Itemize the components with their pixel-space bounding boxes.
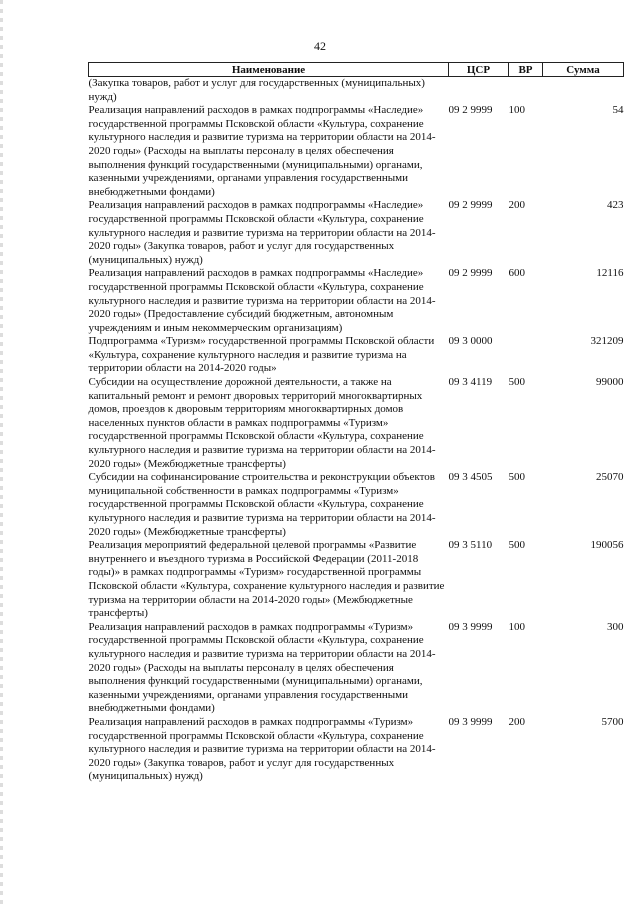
row-csr — [449, 77, 509, 105]
row-vr: 500 — [508, 471, 525, 484]
row-vr: 200 — [508, 199, 525, 212]
row-csr: 09 2 9999 — [448, 267, 493, 280]
row-csr: 09 3 9999 — [448, 620, 493, 633]
row-name: Реализация направлений расходов в рамках подпрограммы «Наследие» государственной программы Псковской области «Культура, сохранение культурного наследия и развитие туризма на территории области на 2014-2020 годы» (Закупка товаров, работ и услуг для государственных (муниципальных) нужд) — [88, 199, 436, 266]
budget-table — [88, 62, 624, 784]
row-csr: 09 3 4505 — [448, 471, 493, 484]
row-csr: 09 2 9999 — [448, 104, 493, 117]
row-vr: 200 — [508, 715, 525, 728]
row-csr: 09 3 9999 — [448, 715, 493, 728]
row-sum: 321209 — [590, 335, 624, 348]
row-vr: 100 — [508, 104, 525, 117]
row-sum: 54 — [612, 104, 624, 117]
table-row — [89, 104, 624, 199]
row-name: Подпрограмма «Туризм» государственной программы Псковской области «Культура, сохранение культурного наследия и развитие туризма на территории области на 2014-2020 годы» — [88, 335, 435, 375]
page-number: 42 — [314, 39, 326, 53]
table-row — [89, 77, 624, 105]
header-vr: ВР — [509, 63, 543, 77]
row-name: Реализация направлений расходов в рамках подпрограммы «Туризм» государственной программы Псковской области «Культура, сохранение культурного наследия и развитие туризма на территории области на 2014-2020 годы» (Закупка товаров, работ и услуг для государственных (муниципальных) нужд) — [88, 715, 436, 783]
row-vr: 600 — [508, 267, 525, 280]
row-vr — [509, 77, 543, 105]
row-vr: 500 — [508, 539, 525, 552]
row-sum — [543, 77, 624, 105]
header-csr: ЦСР — [449, 63, 509, 77]
table-header — [89, 63, 624, 77]
row-name: (Закупка товаров, работ и услуг для государственных (муниципальных) нужд) — [88, 77, 425, 103]
scan-edge — [0, 0, 3, 905]
row-vr: 100 — [508, 620, 525, 633]
row-csr: 09 3 0000 — [448, 335, 493, 348]
table-row — [89, 376, 624, 471]
row-vr — [509, 335, 543, 376]
row-vr: 500 — [508, 376, 525, 389]
row-sum: 190056 — [590, 539, 624, 552]
row-sum: 25070 — [596, 471, 624, 484]
table-row — [89, 716, 624, 784]
table-row — [89, 621, 624, 716]
table-row — [89, 471, 624, 539]
table-row — [89, 199, 624, 267]
table-row — [89, 539, 624, 621]
header-sum: Сумма — [543, 63, 624, 77]
row-csr: 09 3 4119 — [448, 376, 493, 389]
row-sum: 99000 — [596, 376, 624, 389]
row-sum: 12116 — [596, 267, 624, 280]
row-name: Субсидии на софинансирование строительства и реконструкции объектов муниципальной собственности в рамках подпрограммы «Туризм» государственной программы Псковской области «Культура, сохранение культурного наследия и развитие туризма на территории области на 2014-2020 годы» (Межбюджетные трансферты) — [88, 471, 436, 538]
row-sum: 5700 — [601, 715, 624, 728]
table-row — [89, 335, 624, 376]
row-name: Реализация направлений расходов в рамках подпрограммы «Наследие» государственной программы Псковской области «Культура, сохранение культурного наследия и развитие туризма на территории области на 2014-2020 годы» (Предоставление субсидий бюджетным, автономным учреждениям и иным некоммерческим организациям) — [88, 267, 436, 334]
row-name: Субсидии на осуществление дорожной деятельности, а также на капитальный ремонт и ремонт дворовых территорий многоквартирных домов, проездов к дворовым территориям многоквартирных домов населенных пунктов области в рамках подпрограммы «Туризм» государственной программы Псковской области «Культура, сохранение культурного наследия и развитие туризма на территории области на 2014-2020 годы» (Межбюджетные трансферты) — [88, 376, 436, 470]
row-name: Реализация направлений расходов в рамках подпрограммы «Наследие» государственной программы Псковской области «Культура, сохранение культурного наследия и развитие туризма на территории области на 2014-2020 годы» (Расходы на выплаты персоналу в целях обеспечения выполнения функций государственными (муниципальными) органами, казенными учреждениями, органами управления государственными внебюджетными фондами) — [88, 104, 436, 198]
row-csr: 09 2 9999 — [448, 199, 493, 212]
row-csr: 09 3 5110 — [448, 539, 493, 552]
row-sum: 300 — [607, 620, 624, 633]
row-sum: 423 — [607, 199, 624, 212]
table-row — [89, 267, 624, 335]
header-name: Наименование — [89, 63, 449, 77]
row-name: Реализация мероприятий федеральной целевой программы «Развитие внутреннего и въездного туризма в Российской Федерации (2011-2018 годы)» в рамках подпрограммы «Туризм» государственной программы Псковской области «Культура, сохранение культурного наследия и развитие туризма на территории области на 2014-2020 годы» (Межбюджетные трансферты) — [88, 539, 445, 620]
row-name: Реализация направлений расходов в рамках подпрограммы «Туризм» государственной программы Псковской области «Культура, сохранение культурного наследия и развитие туризма на территории области на 2014-2020 годы» (Расходы на выплаты персоналу в целях обеспечения выполнения функций государственными (муниципальными) органами, казенными учреждениями, органами управления государственными внебюджетными фондами) — [88, 620, 436, 715]
